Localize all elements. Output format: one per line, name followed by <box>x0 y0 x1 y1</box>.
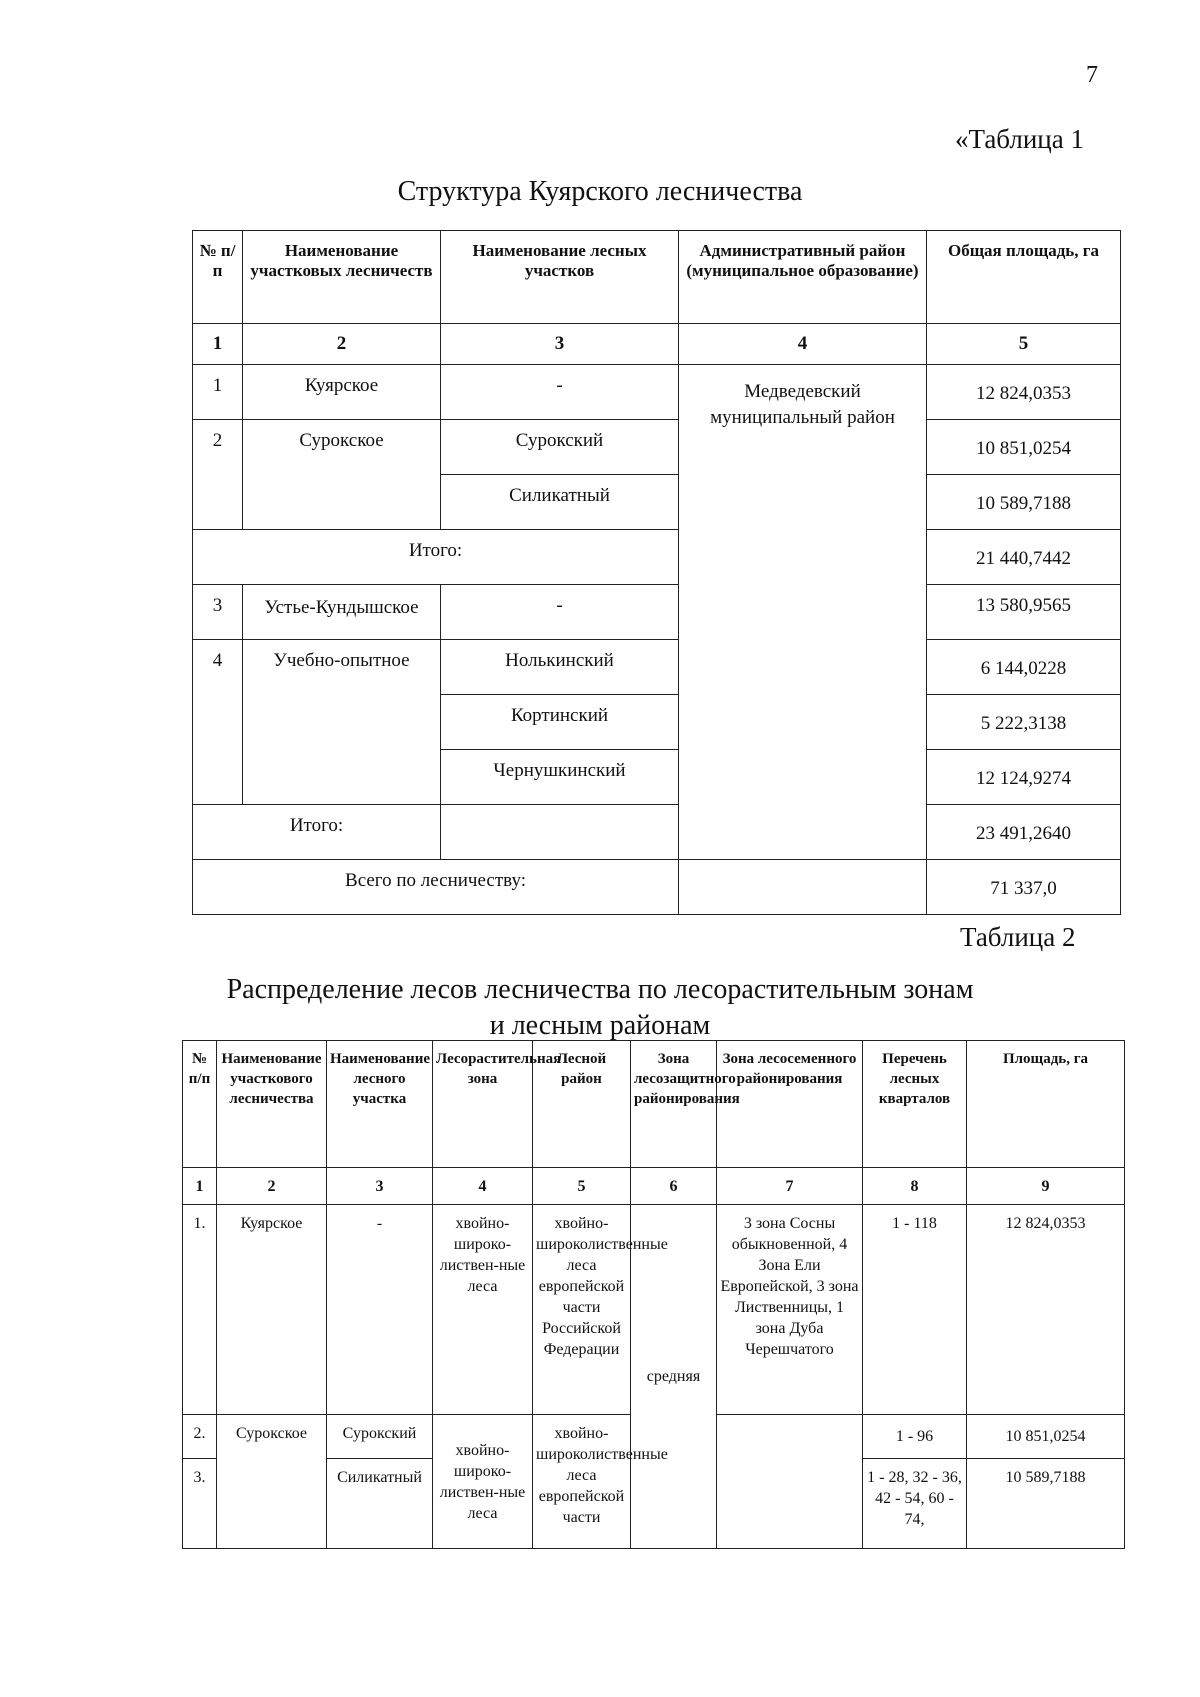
subtotal-area: 23 491,2640 <box>927 805 1121 860</box>
forest-plot: Силикатный <box>327 1459 433 1549</box>
table1-label: «Таблица 1 <box>955 124 1084 154</box>
forest-zones-table <box>182 1040 1125 1549</box>
row-number: 1 <box>193 365 243 420</box>
area-value: 12 124,9274 <box>927 750 1121 805</box>
column-header: Лесорастительная зона <box>433 1041 533 1168</box>
area-value: 12 824,0353 <box>967 1205 1125 1415</box>
forest-plot: Чернушкинский <box>441 750 679 805</box>
row-number: 1. <box>183 1205 217 1415</box>
total-area: 71 337,0 <box>927 860 1121 915</box>
column-header: Наименование лесного участка <box>327 1041 433 1168</box>
table-row <box>193 640 1121 695</box>
forestry-name: Сурокское <box>243 420 441 530</box>
vegetation-zone: хвойно-широко-листвен-ные леса <box>433 1205 533 1415</box>
table-row <box>193 365 1121 420</box>
forest-region: хвойно-широколиственные леса европейской части Российской Федерации <box>533 1205 631 1415</box>
subtotal-label: Итого: <box>193 805 441 860</box>
column-header: № п/п <box>193 231 243 324</box>
row-number: 4 <box>193 640 243 805</box>
district-cell: Медведевский муниципальный район <box>679 365 927 860</box>
row-number: 3 <box>193 585 243 640</box>
empty-cell <box>679 860 927 915</box>
column-header: Наименование лесных участков <box>441 231 679 324</box>
column-number: 5 <box>927 324 1121 365</box>
forest-plot: Нолькинский <box>441 640 679 695</box>
forestry-name: Учебно-опытное <box>243 640 441 805</box>
column-number-row <box>183 1168 1125 1205</box>
forestry-structure-table <box>192 230 1121 915</box>
column-header: Наименование участкового лесничества <box>217 1041 327 1168</box>
table-row <box>193 420 1121 475</box>
forestry-name: Куярское <box>217 1205 327 1415</box>
subtotal-row <box>193 530 1121 585</box>
quarters-list: 1 - 118 <box>863 1205 967 1415</box>
area-value: 10 589,7188 <box>967 1459 1125 1549</box>
column-number: 4 <box>433 1168 533 1205</box>
area-value: 10 589,7188 <box>927 475 1121 530</box>
page-number: 7 <box>1086 62 1098 88</box>
area-value: 12 824,0353 <box>927 365 1121 420</box>
table2-label: Таблица 2 <box>960 922 1076 952</box>
row-number: 2 <box>193 420 243 530</box>
area-value: 5 222,3138 <box>927 695 1121 750</box>
column-number: 1 <box>193 324 243 365</box>
row-number: 2. <box>183 1415 217 1459</box>
area-value: 10 851,0254 <box>927 420 1121 475</box>
subtotal-label: Итого: <box>193 530 679 585</box>
area-value: 6 144,0228 <box>927 640 1121 695</box>
column-number: 8 <box>863 1168 967 1205</box>
area-value: 10 851,0254 <box>967 1415 1125 1459</box>
table2-title <box>0 972 1200 1044</box>
table-header-row <box>193 231 1121 324</box>
seed-zone: 3 зона Сосны обыкновенной, 4 Зона Ели Европейской, 3 зона Лиственницы, 1 зона Дуба Черешчатого <box>717 1205 863 1415</box>
column-header: Наименование участковых лесничеств <box>243 231 441 324</box>
table2-title-line2: и лесным районам <box>489 1010 711 1041</box>
forest-plot: Силикатный <box>441 475 679 530</box>
column-header: Административный район (муниципальное образование) <box>679 231 927 324</box>
total-row <box>193 860 1121 915</box>
forest-plot: - <box>441 365 679 420</box>
column-number: 4 <box>679 324 927 365</box>
table-row <box>193 585 1121 640</box>
empty-cell <box>441 805 679 860</box>
table-row <box>183 1205 1125 1415</box>
forestry-name: Куярское <box>243 365 441 420</box>
vegetation-zone: хвойно-широко-листвен-ные леса <box>433 1415 533 1549</box>
area-value: 13 580,9565 <box>927 585 1121 640</box>
column-number: 9 <box>967 1168 1125 1205</box>
subtotal-area: 21 440,7442 <box>927 530 1121 585</box>
table2-title-line1: Распределение лесов лесничества по лесорастительным зонам <box>226 974 974 1005</box>
column-number: 3 <box>441 324 679 365</box>
row-number: 3. <box>183 1459 217 1549</box>
quarters-list: 1 - 28, 32 - 36, 42 - 54, 60 - 74, <box>863 1459 967 1549</box>
column-number-row <box>193 324 1121 365</box>
forest-plot: Сурокский <box>327 1415 433 1459</box>
column-number: 3 <box>327 1168 433 1205</box>
forest-plot: Сурокский <box>441 420 679 475</box>
column-header: Зона лесозащитного районирования <box>631 1041 717 1168</box>
forestry-name: Устье-Кундышское <box>243 585 441 640</box>
column-number: 1 <box>183 1168 217 1205</box>
column-header: Зона лесосеменного районирования <box>717 1041 863 1168</box>
seed-zone-empty <box>717 1415 863 1549</box>
column-header: Перечень лесных кварталов <box>863 1041 967 1168</box>
column-number: 2 <box>217 1168 327 1205</box>
column-header: № п/п <box>183 1041 217 1168</box>
protection-zone: средняя <box>631 1205 717 1549</box>
quarters-list: 1 - 96 <box>863 1415 967 1459</box>
column-header: Площадь, га <box>967 1041 1125 1168</box>
table1-title: Структура Куярского лесничества <box>397 176 803 207</box>
total-label: Всего по лесничеству: <box>193 860 679 915</box>
column-number: 5 <box>533 1168 631 1205</box>
forest-plot: Кортинский <box>441 695 679 750</box>
column-number: 6 <box>631 1168 717 1205</box>
forest-plot: - <box>327 1205 433 1415</box>
forest-plot: - <box>441 585 679 640</box>
subtotal-row <box>193 805 1121 860</box>
table-header-row <box>183 1041 1125 1168</box>
forest-region: хвойно-широколиственные леса европейской части <box>533 1415 631 1549</box>
column-header: Лесной район <box>533 1041 631 1168</box>
forestry-name: Сурокское <box>217 1415 327 1549</box>
column-number: 7 <box>717 1168 863 1205</box>
column-header: Общая площадь, га <box>927 231 1121 324</box>
column-number: 2 <box>243 324 441 365</box>
